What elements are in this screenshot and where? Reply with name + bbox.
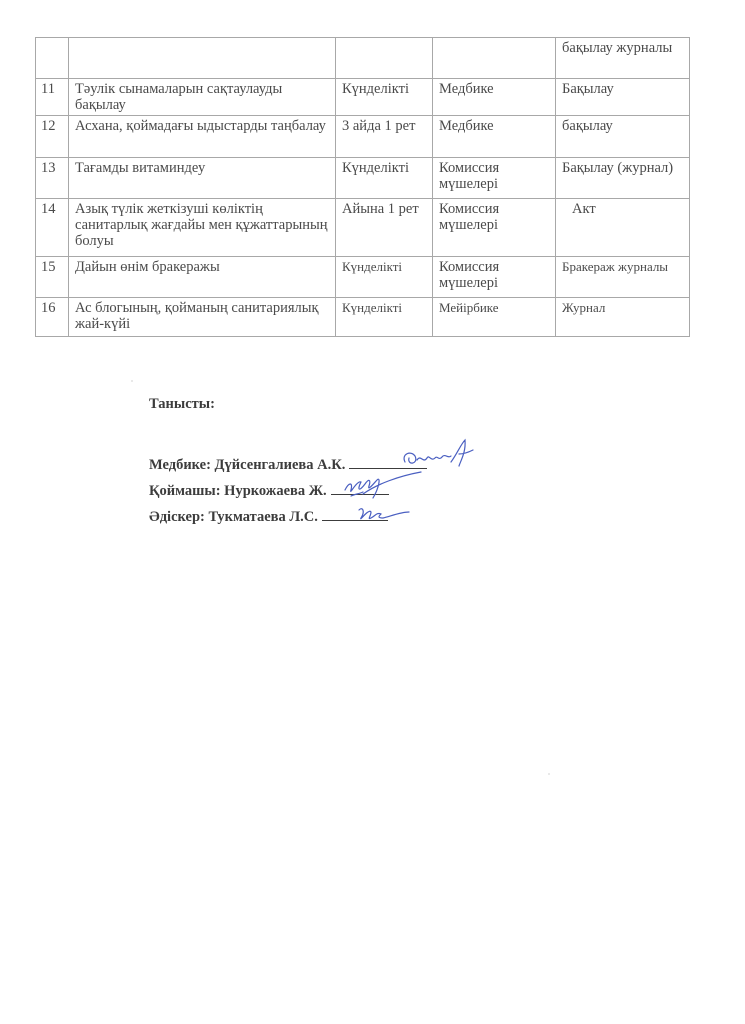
table-row — [36, 199, 690, 257]
row-number: 15 — [36, 257, 69, 298]
table-row — [36, 116, 690, 158]
task-cell: Тағамды витаминдеу — [69, 158, 336, 199]
acknowledged-heading: Танысты: — [149, 396, 215, 412]
scan-speck — [131, 380, 133, 382]
frequency-cell: Күнделікті — [336, 257, 433, 298]
row-number: 14 — [36, 199, 69, 257]
document-cell: Бракераж журналы — [556, 257, 690, 298]
row-number: 12 — [36, 116, 69, 158]
frequency-cell: Күнделікті — [336, 79, 433, 116]
document-cell: Акт — [556, 199, 690, 257]
task-cell: Ас блогының, қойманың санитариялық жай-күйі — [69, 298, 336, 337]
table-row — [36, 298, 690, 337]
responsible-cell — [433, 38, 556, 79]
responsible-cell: Комиссия мүшелері — [433, 158, 556, 199]
table-row — [36, 257, 690, 298]
signature-row-methodist — [149, 504, 427, 530]
handwritten-signature — [353, 500, 423, 530]
table-row — [36, 158, 690, 199]
document-cell: бақылау — [556, 116, 690, 158]
frequency-cell: 3 айда 1 рет — [336, 116, 433, 158]
row-number — [36, 38, 69, 79]
responsible-cell: Медбике — [433, 79, 556, 116]
responsible-cell: Комиссия мүшелері — [433, 199, 556, 257]
document-cell: Журнал — [556, 298, 690, 337]
responsible-cell: Комиссия мүшелері — [433, 257, 556, 298]
task-cell: Азық түлік жеткізуші көліктің санитарлық жағдайы мен құжаттарының болуы — [69, 199, 336, 257]
frequency-cell: Айына 1 рет — [336, 199, 433, 257]
signatures-block — [149, 452, 427, 530]
task-cell: Тәулік сынамаларын сақтаулауды бақылау — [69, 79, 336, 116]
responsible-cell: Мейірбике — [433, 298, 556, 337]
responsible-cell: Медбике — [433, 116, 556, 158]
scan-speck — [548, 773, 550, 775]
task-cell: Дайын өнім бракеражы — [69, 257, 336, 298]
frequency-cell: Күнделікті — [336, 298, 433, 337]
task-cell — [69, 38, 336, 79]
table-row — [36, 79, 690, 116]
frequency-cell — [336, 38, 433, 79]
document-cell: Бақылау — [556, 79, 690, 116]
row-number: 13 — [36, 158, 69, 199]
signatory-name: Медбике: Дүйсенгалиева А.К. — [149, 457, 346, 473]
row-number: 11 — [36, 79, 69, 116]
document-cell: Бақылау (журнал) — [556, 158, 690, 199]
frequency-cell: Күнделікті — [336, 158, 433, 199]
table-row — [36, 38, 690, 79]
row-number: 16 — [36, 298, 69, 337]
signatory-name: Қоймашы: Нуркожаева Ж. — [149, 483, 327, 499]
document-cell: бақылау журналы — [556, 38, 690, 79]
signatory-name: Әдіскер: Тукматаева Л.С. — [149, 509, 318, 525]
task-cell: Асхана, қоймадағы ыдыстарды таңбалау — [69, 116, 336, 158]
schedule-table — [35, 37, 690, 337]
